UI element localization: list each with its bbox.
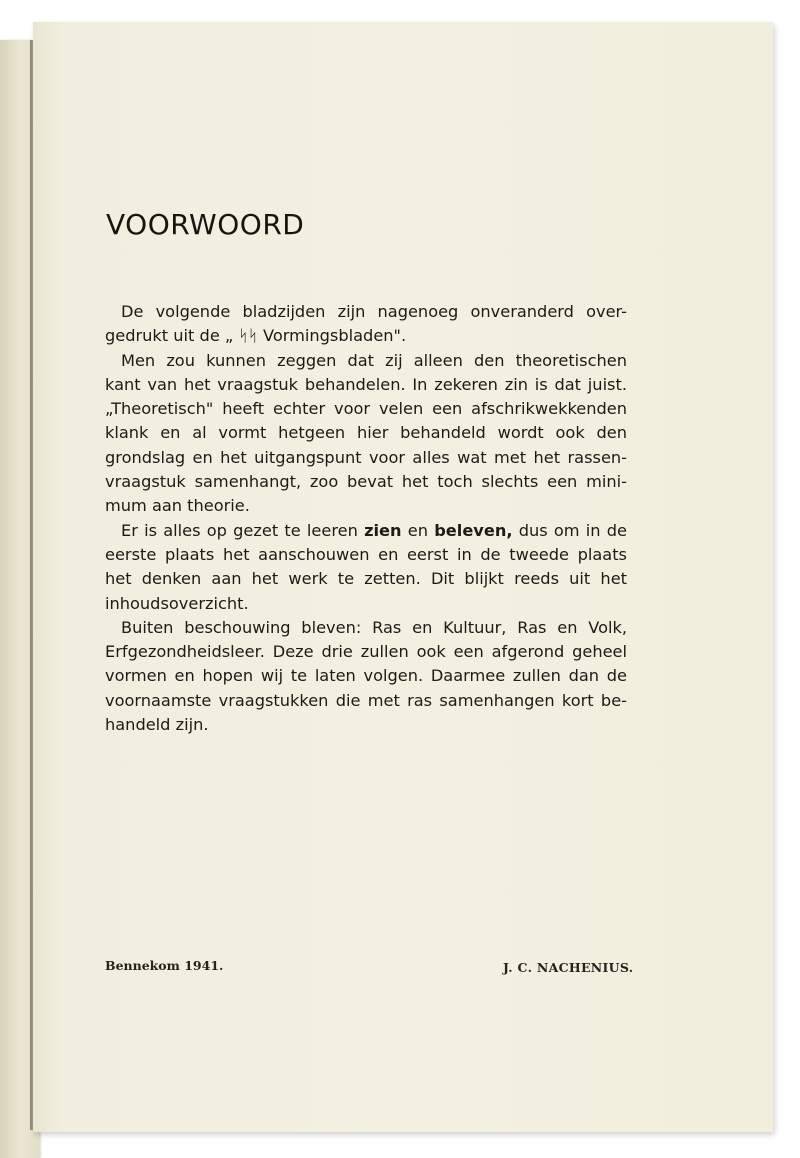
- text-line: het denken aan het werk te zetten. Dit blijkt reeds uit het: [105, 569, 627, 589]
- text-line: Buiten beschouwing bleven: Ras en Kultuur, Ras en Volk,: [121, 617, 627, 637]
- text-line: eerste plaats het aanschouwen en eerst in de tweede plaats: [105, 544, 627, 564]
- text-line: vormen en hopen wij te laten volgen. Daarmee zullen dan de: [105, 666, 627, 686]
- text-line: voornaamste vraagstukken die met ras samenhangen kort be-: [105, 690, 627, 710]
- text-line: grondslag en het uitgangspunt voor alles wat met het rassen-: [105, 447, 627, 467]
- text-line: handeld zijn.: [105, 715, 209, 735]
- place-and-date: Bennekom 1941.: [105, 958, 224, 973]
- text-segment: Er is alles op gezet te leeren: [121, 520, 365, 540]
- text-line: inhoudsoverzicht.: [105, 593, 249, 613]
- paragraph-3: [105, 519, 627, 616]
- paragraph-2: [105, 349, 627, 519]
- paragraph-1: [105, 300, 627, 349]
- text-line: De volgende bladzijden zijn nagenoeg onveranderd over-: [121, 302, 627, 321]
- text-line: vraagstuk samenhangt, zoo bevat het toch slechts een mini-: [105, 472, 627, 492]
- emphasis-zien: zien: [364, 520, 402, 540]
- text-segment: dus om in de: [512, 520, 627, 540]
- text-line: klank en al vormt hetgeen hier behandeld wordt ook den: [105, 423, 627, 443]
- emphasis-beleven: beleven,: [434, 520, 513, 540]
- text-line: Erfgezondheidsleer. Deze drie zullen ook een afgerond geheel: [105, 642, 627, 662]
- book-page: [33, 22, 773, 1132]
- text-line: gedrukt uit de „ ᛋᛋ Vormingsbladen".: [105, 326, 407, 346]
- text-line-with-emphasis: [105, 519, 627, 543]
- text-line: mum aan theorie.: [105, 496, 250, 516]
- paragraph-4: [105, 616, 627, 737]
- text-segment: en: [401, 520, 435, 540]
- foreword-body: [105, 300, 627, 737]
- text-line: „Theoretisch" heeft echter voor velen een afschrikwekkenden: [105, 399, 627, 419]
- page-title: VOORWOORD: [106, 208, 305, 241]
- text-line: Men zou kunnen zeggen dat zij alleen den theoretischen: [121, 350, 627, 370]
- author-signature: J. C. NACHENIUS.: [503, 960, 634, 975]
- text-line: kant van het vraagstuk behandelen. In zekeren zin is dat juist.: [105, 374, 627, 394]
